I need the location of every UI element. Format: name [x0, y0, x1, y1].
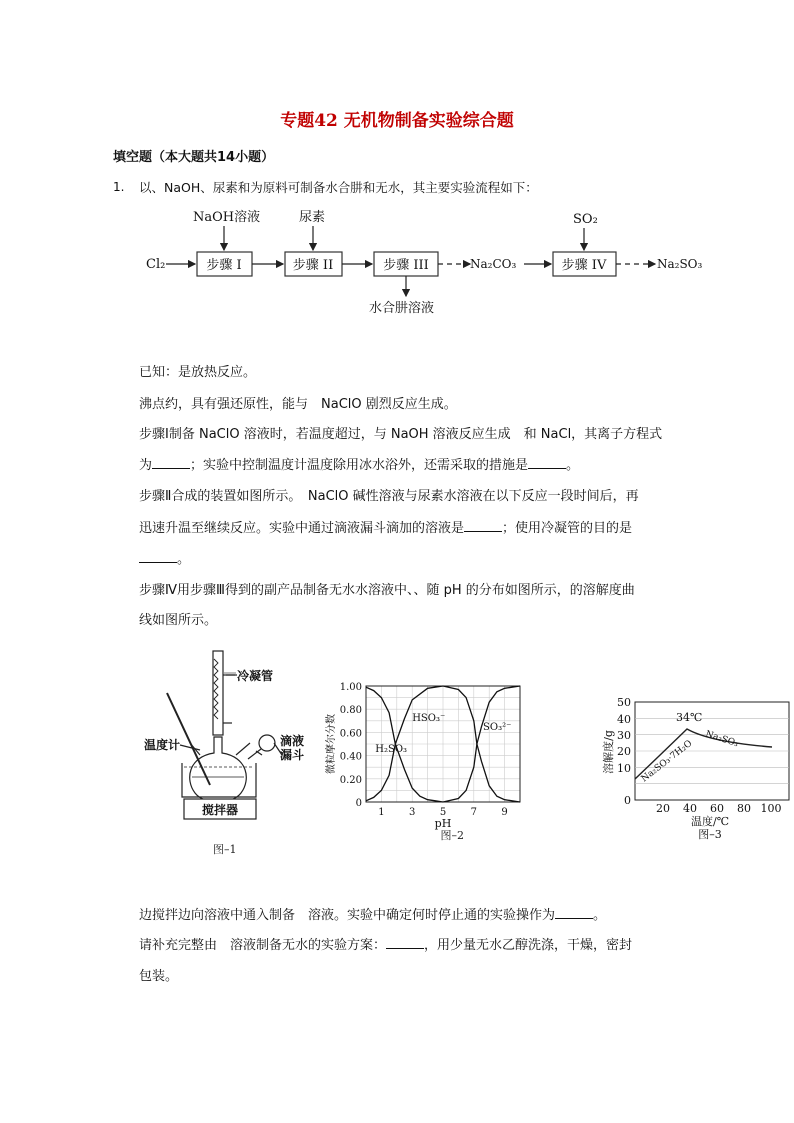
flow-step4: 步骤 IV — [561, 258, 607, 273]
flow-naoh: NaOH溶液 — [193, 210, 261, 225]
flow-na2co3: Na₂CO₃ — [470, 257, 517, 271]
answer-blank[interactable] — [139, 550, 177, 563]
question-intro: 以、NaOH、尿素和为原料可制备水合肼和无水，其主要实验流程如下： — [139, 180, 538, 195]
flow-step1: 步骤 I — [206, 258, 242, 273]
text: ，用少量无水乙醇洗涤，干燥，密封 — [424, 938, 633, 953]
known-2: 沸点约，具有强还原性，能与 NaClO 剧烈反应生成。 — [139, 397, 457, 412]
answer-blank[interactable] — [464, 519, 502, 532]
y-tick-label: 0.20 — [339, 774, 362, 786]
flow-hydrazine: 水合肼溶液 — [369, 301, 435, 316]
flow-na2so3: Na₂SO₃ — [657, 257, 703, 271]
figure-1-caption: 图–1 — [213, 843, 237, 856]
paragraph-step2-end — [139, 550, 190, 569]
answer-blank[interactable] — [386, 936, 424, 949]
paragraph-step2-cont — [139, 519, 632, 538]
paragraph-5-cont: 包装。 — [139, 969, 179, 984]
text: 。 — [566, 458, 580, 473]
text: 为 — [139, 458, 153, 473]
flow-cl2: Cl₂ — [146, 257, 166, 272]
page-title: 专题42 无机物制备实验综合题 — [280, 111, 514, 131]
fig3-ylabel: 溶解度/g — [602, 730, 615, 774]
fig3-ytick: 40 — [617, 713, 631, 726]
text: 边搅拌边向溶液中通入制备 溶液。实验中确定何时停止通的实验操作为 — [139, 908, 556, 923]
label-thermometer: 温度计 — [144, 738, 181, 752]
fig3-xlabel: 温度/℃ — [690, 815, 730, 828]
paragraph-step2: 步骤Ⅱ合成的装置如图所示。 NaClO 碱性溶液与尿素水溶液在以下反应一段时间后，再 — [139, 489, 639, 504]
flow-step3: 步骤 III — [383, 258, 429, 273]
fig3-xtick: 40 — [683, 802, 697, 815]
paragraph-step1-cont — [139, 456, 579, 475]
answer-blank[interactable] — [555, 906, 593, 919]
figure-2-caption: 图–2 — [440, 829, 464, 842]
x-axis-label: pH — [434, 817, 452, 830]
y-tick-label: 0.60 — [339, 728, 362, 740]
question-number: 1. — [113, 180, 125, 194]
text: ；使用冷凝管的目的是 — [502, 521, 633, 536]
known-1: 已知：是放热反应。 — [139, 365, 257, 380]
series-label: SO₃²⁻ — [483, 722, 512, 734]
label-na2so3-7h2o: Na₂SO₃·7H₂O — [639, 738, 695, 785]
y-tick-label: 0 — [355, 798, 362, 809]
paragraph-4 — [139, 906, 606, 925]
flow-so2: SO₂ — [573, 212, 598, 227]
fig3-ytick: 30 — [617, 729, 631, 742]
paragraph-step4-cont: 线如图所示。 — [139, 613, 218, 628]
flow-step2: 步骤 II — [292, 258, 334, 273]
fig3-ytick: 10 — [617, 762, 631, 775]
figure-2-chart — [322, 668, 532, 848]
text: 。 — [593, 908, 607, 923]
label-peak: 34℃ — [676, 711, 703, 724]
figure-1-apparatus — [140, 645, 315, 860]
text: 迅速升温至继续反应。实验中通过滴液漏斗滴加的溶液是 — [139, 521, 465, 536]
label-na2so3: Na₂SO₃ — [704, 729, 740, 750]
y-axis-label: 微粒摩尔分数 — [326, 714, 337, 774]
y-tick-label: 0.80 — [339, 705, 362, 717]
answer-blank[interactable] — [528, 456, 566, 469]
label-stirrer: 搅拌器 — [202, 803, 239, 817]
fig3-xtick: 80 — [737, 802, 751, 815]
section-heading: 填空题（本大题共14小题） — [113, 150, 275, 165]
answer-blank[interactable] — [152, 456, 190, 469]
three-neck-flask — [190, 737, 247, 802]
series-label: HSO₃⁻ — [412, 712, 446, 724]
x-tick-label: 5 — [439, 807, 447, 818]
dropping-funnel — [259, 735, 275, 751]
paragraph-step1: 步骤Ⅰ制备 NaClO 溶液时，若温度超过，与 NaOH 溶液反应生成 和 NaCl，其离子方程式 — [139, 427, 663, 442]
text: 请补充完整由 溶液制备无水的实验方案： — [139, 938, 387, 953]
fig3-xtick: 20 — [656, 802, 670, 815]
x-tick-label: 3 — [409, 807, 416, 818]
y-tick-label: 0.40 — [339, 751, 362, 763]
x-tick-label: 7 — [470, 807, 477, 818]
flow-diagram — [140, 200, 740, 330]
x-tick-label: 9 — [501, 807, 508, 818]
text: ；实验中控制温度计温度除用冰水浴外，还需采取的措施是 — [190, 458, 529, 473]
label-funnel-1: 滴液 — [280, 734, 305, 748]
label-funnel-2: 漏斗 — [280, 748, 305, 762]
fig3-ytick: 0 — [624, 794, 631, 807]
fig3-ytick: 50 — [617, 696, 631, 709]
label-condenser: 冷凝管 — [237, 669, 274, 683]
paragraph-step4: 步骤Ⅳ用步骤Ⅲ得到的副产品制备无水水溶液中、、随 pH 的分布如图所示，的溶解度曲 — [139, 583, 635, 598]
series-label: H₂SO₃ — [375, 744, 408, 755]
y-tick-label: 1.00 — [339, 682, 362, 693]
x-tick-label: 1 — [378, 807, 385, 818]
fig3-xtick: 60 — [710, 802, 724, 815]
flow-urea: 尿素 — [299, 210, 326, 225]
fig3-ytick: 20 — [617, 745, 631, 758]
figure-3-caption: 图–3 — [698, 828, 722, 841]
paragraph-5 — [139, 936, 632, 955]
fig3-xtick: 100 — [760, 802, 782, 815]
figure-3-solubility — [600, 690, 794, 850]
text: 。 — [177, 552, 191, 567]
